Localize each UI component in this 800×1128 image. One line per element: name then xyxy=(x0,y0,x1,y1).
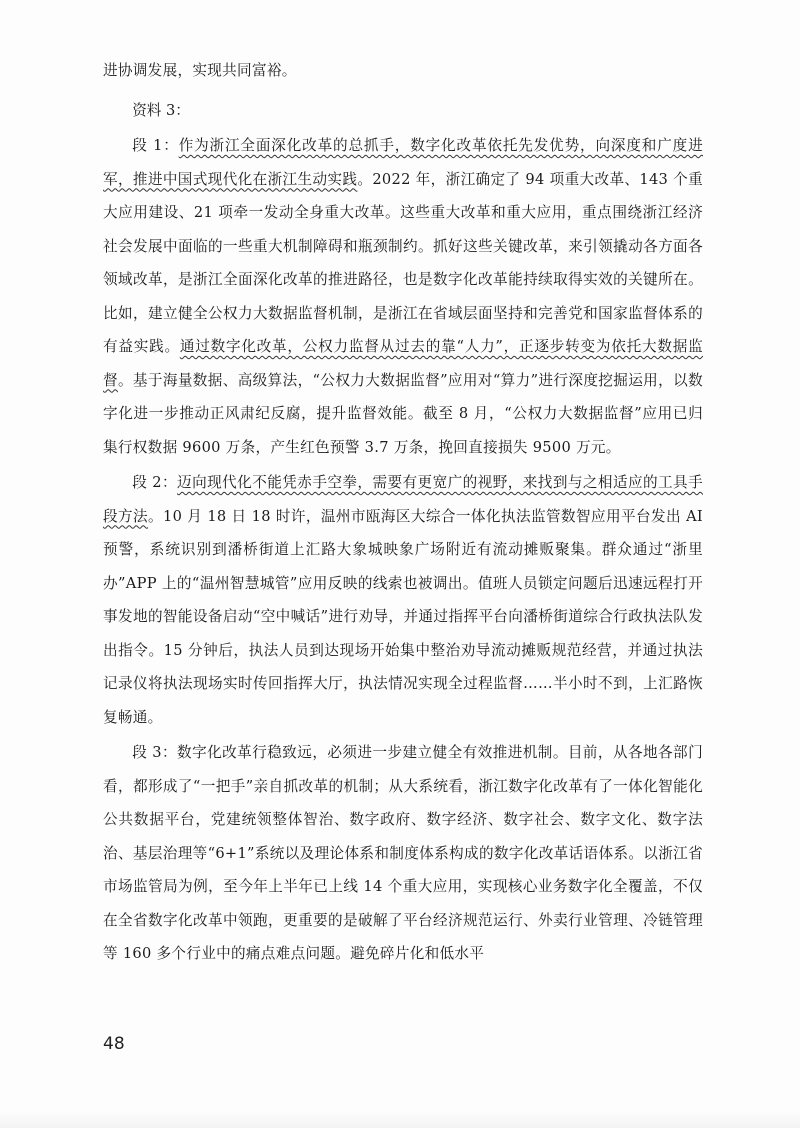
page-edge-shadow xyxy=(0,1110,800,1128)
top-line: 进协调发展，实现共同富裕。 xyxy=(103,62,297,79)
paragraph-3 xyxy=(103,736,703,971)
paragraph-2-emphasis-1: 迈向现代化不能凭赤手空拳，需要有更宽广的视野，来找到与之相适应的工具手段方法 xyxy=(103,474,703,525)
paragraph-2-lead: 段 2： xyxy=(132,474,178,491)
material-label: 资料 3： xyxy=(132,101,190,119)
paragraph-1-emphasis-2: 通过数字化改革，公权力监督从过去的靠“人力”，正逐步转变为依托大数据监督 xyxy=(103,338,703,389)
paragraph-1-emphasis-1: 作为浙江全面深化改革的总抓手，数字化改革依托先发优势，向深度和广度进军，推进中国式现代化在浙江生动实践 xyxy=(103,137,704,188)
paragraph-1-text-2: 。基于海量数据、高级算法，“公权力大数据监督”应用对“算力”进行深度挖掘运用，以数字化进一步推动正风肃纪反腐，提升监督效能。截至 8 月，“公权力大数据监督”应用已归集行权数据 9600 万条，产生红色预警 3.7 万条，挽回直接损失 9500 万元。 xyxy=(103,371,703,456)
paragraph-1-text-1: 。2022 年，浙江确定了 94 项重大改革、143 个重大应用建设、21 项牵一发动全身重大改革。这些重大改革和重大应用，重点围绕浙江经济社会发展中面临的一些重大机制障碍和瓶颈制约。抓好这些关键改革，来引领撬动各方面各领域改革，是浙江全面深化改革的推进路径，也是数字化改革能持续取得实效的关键所在。比如，建立健全公权力大数据监督机制，是浙江在省域层面坚持和完善党和国家监督体系的有益实践。 xyxy=(103,170,703,355)
paragraph-1 xyxy=(103,129,703,464)
document-body xyxy=(103,54,703,971)
paragraph-2 xyxy=(103,466,703,734)
page-number: 48 xyxy=(103,1034,125,1054)
paragraph-1-lead: 段 1： xyxy=(132,137,179,154)
paragraph-3-text-1: 数字化改革行稳致远，必须进一步建立健全有效推进机制。目前，从各地各部门看，都形成了“一把手”亲自抓改革的机制；从大系统看，浙江数字化改革有了一体化智能化公共数据平台，党建统领整体智治、数字政府、数字经济、数字社会、数字文化、数字法治、基层治理等“6+1”系统以及理论体系和制度体系构成的数字化改革话语体系。以浙江省市场监管局为例，至今年上半年已上线 14 个重大应用，实现核心业务数字化全覆盖，不仅在全省数字化改革中领跑，更重要的是破解了平台经济规范运行、外卖行业管理、冷链管理等 160 多个行业中的痛点难点问题。避免碎片化和低水平 xyxy=(103,744,703,962)
paragraph-2-text-1: 。10 月 18 日 18 时许，温州市瓯海区大综合一体化执法监管数智应用平台发出 AI 预警，系统识别到潘桥街道上汇路大象城映象广场附近有流动摊贩聚集。群众通过“浙里办”APP 上的“温州智慧城管”应用反映的线索也被调出。值班人员锁定问题后迅速远程打开事发地的智能设备启动“空中喊话”进行劝导，并通过指挥平台向潘桥街道综合行政执法队发出指令。15 分钟后，执法人员到达现场开始集中整治劝导流动摊贩规范经营，并通过执法记录仪将执法现场实时传回指挥大厅，执法情况实现全过程监督……半小时不到，上汇路恢复畅通。 xyxy=(103,507,703,726)
paragraph-3-lead: 段 3： xyxy=(132,744,178,761)
